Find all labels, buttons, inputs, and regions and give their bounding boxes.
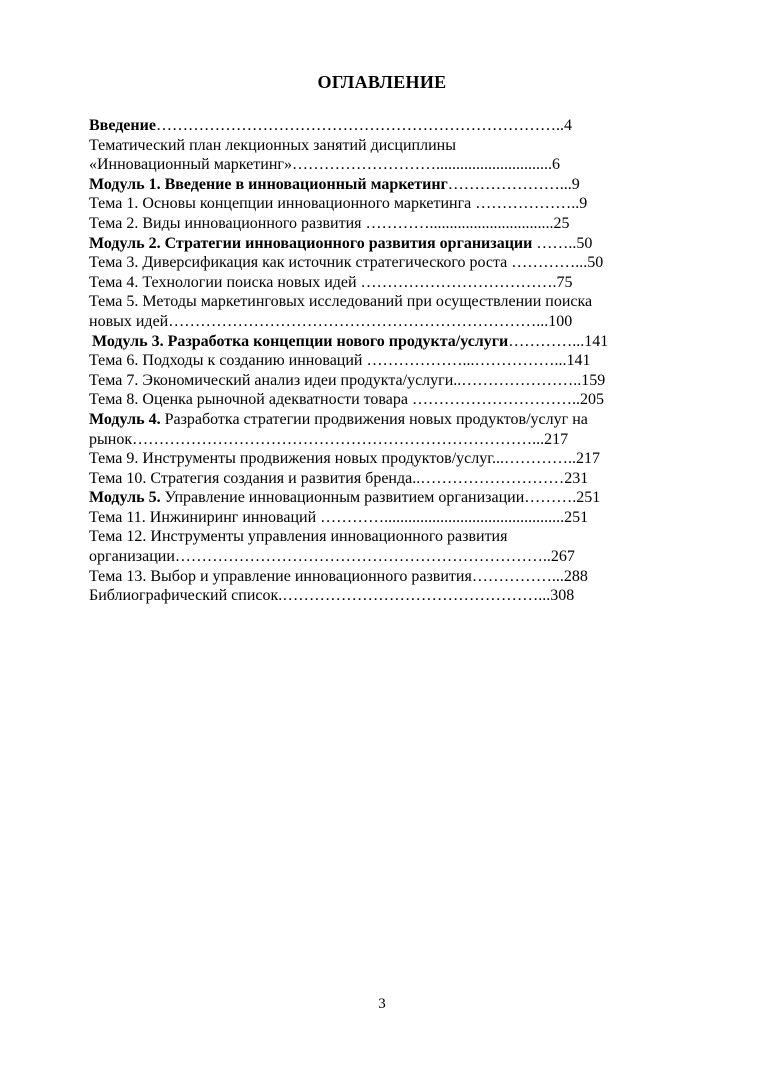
toc-entry-heading: Модуль 2. Стратегии инновационного развития организации	[89, 234, 533, 252]
toc-entry	[89, 410, 671, 430]
toc-entry-heading: Введение	[89, 117, 156, 134]
toc-entry	[89, 332, 671, 352]
toc-entry	[89, 469, 671, 489]
toc-entry-text: Тема 10. Стратегия создания и развития бренда..………………………231	[89, 469, 589, 487]
toc-entry	[89, 116, 671, 136]
toc-entry-text: Тема 7. Экономический анализ идеи продукта/услуги..…………………..159	[89, 371, 606, 389]
toc-entry	[89, 508, 671, 528]
toc-entry	[89, 586, 671, 606]
toc-entry	[89, 449, 671, 469]
toc-entry-text: …………………………………………………………………..4	[155, 117, 572, 134]
toc-entry-text: Тема 13. Выбор и управление инновационного развития……………...288	[89, 567, 588, 585]
toc-entry	[89, 390, 671, 410]
toc-entry-heading: Модуль 1. Введение в инновационный маркетинг	[89, 175, 448, 193]
toc-entry	[89, 292, 671, 312]
toc-entry-text: …………………...9	[447, 175, 580, 193]
toc-entry	[89, 567, 671, 587]
toc-entry	[89, 547, 671, 567]
toc-entry-text: Тема 11. Инжиниринг инноваций ………….............................................251	[89, 508, 589, 526]
toc-entry	[89, 253, 671, 273]
page-number: 3	[378, 996, 386, 1012]
toc-entry-text: Тема 6. Подходы к созданию инноваций ………………...……………...141	[89, 352, 591, 370]
toc-entry-text: Тема 2. Виды инновационного развития …………...............................25	[89, 214, 570, 232]
table-of-contents	[89, 116, 671, 606]
toc-entry	[89, 430, 671, 450]
toc-entry	[89, 194, 671, 214]
toc-entry-text: ……..50	[532, 234, 593, 252]
toc-entry-text: Тема 8. Оценка рыночной адекватности товара …………………………..205	[89, 391, 604, 409]
page-title: ОГЛАВЛЕНИЕ	[317, 72, 447, 92]
toc-entry-text: …………...141	[508, 332, 609, 350]
toc-entry-text: Тема 3. Диверсификация как источник стратегического роста …………...50	[89, 254, 604, 272]
toc-entry-text: Тема 5. Методы маркетинговых исследований при осуществлении поиска	[89, 293, 593, 311]
toc-entry	[89, 234, 671, 254]
toc-entry-text: Тематический план лекционных занятий дисциплины	[89, 136, 456, 154]
toc-entry-text: Управление инновационным развитием организации……….251	[160, 489, 601, 507]
toc-entry	[89, 155, 671, 175]
toc-entry-text: Тема 4. Технологии поиска новых идей ……………………………….75	[89, 273, 573, 291]
toc-entry	[89, 214, 671, 234]
toc-entry-text: Библиографический список.…………………………………………...308	[89, 587, 575, 605]
toc-entry	[89, 351, 671, 371]
toc-entry-heading: Модуль 5.	[89, 489, 161, 507]
toc-entry-text: организации……………………………………………………………..267	[89, 548, 575, 566]
toc-entry-text: Тема 9. Инструменты продвижения новых продуктов/услуг...…………..217	[89, 450, 600, 468]
toc-entry-text: «Инновационный маркетинг»……………………….............................6	[89, 156, 560, 174]
toc-entry	[89, 488, 671, 508]
toc-entry	[89, 175, 671, 195]
toc-entry	[89, 371, 671, 391]
toc-entry-text: рынок…………………………………………………………………...217	[89, 430, 569, 448]
toc-entry	[89, 312, 671, 332]
toc-entry-heading: Модуль 4.	[89, 410, 161, 428]
toc-entry	[89, 273, 671, 293]
toc-entry-text: Разработка стратегии продвижения новых продуктов/услуг на	[160, 410, 588, 428]
toc-entry	[89, 136, 671, 156]
toc-entry-text: Тема 1. Основы концепции инновационного маркетинга ………………..9	[89, 195, 588, 213]
toc-entry-text: новых идей……………………………………………………………...100	[89, 312, 573, 330]
toc-entry-text: Тема 12. Инструменты управления инновационного развития	[89, 528, 508, 546]
toc-entry-heading: Модуль 3. Разработка концепции нового продукта/услуги	[92, 332, 509, 350]
toc-entry	[89, 527, 671, 547]
